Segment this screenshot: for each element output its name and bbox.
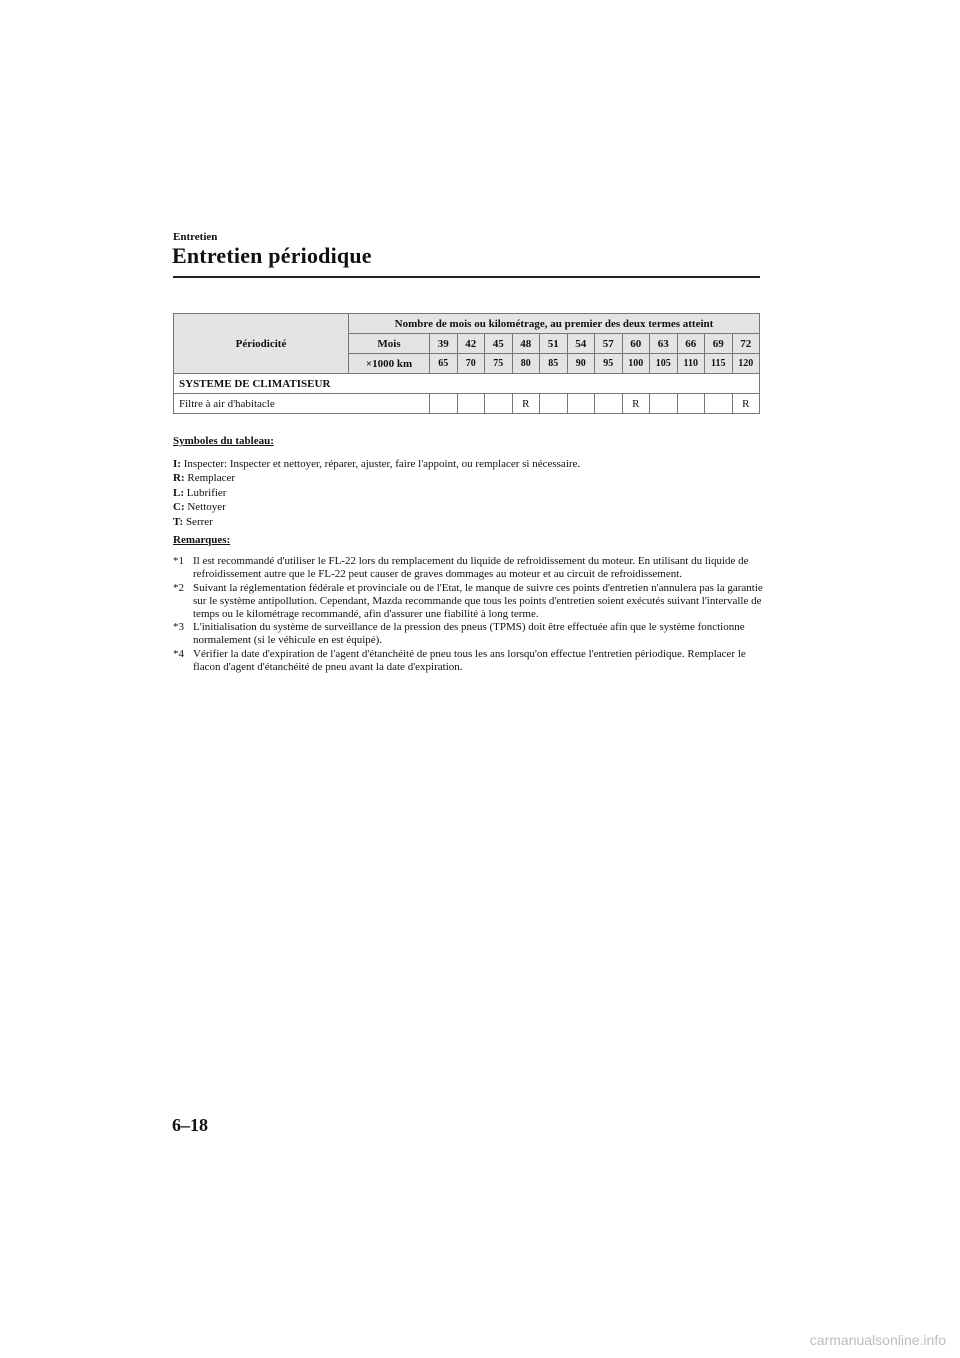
legend-heading: Symboles du tableau: — [173, 435, 274, 447]
watermark: carmanualsonline.info — [809, 1332, 946, 1348]
legend-item — [173, 471, 580, 486]
km-cell: 120 — [732, 354, 760, 374]
month-cell: 39 — [430, 334, 458, 354]
table-row — [174, 394, 760, 414]
mark-cell — [595, 394, 623, 414]
remark-item — [173, 582, 763, 622]
km-label: ×1000 km — [349, 354, 430, 374]
remark-number: *1 — [173, 555, 184, 568]
km-cell: 75 — [485, 354, 513, 374]
page-title: Entretien périodique — [172, 243, 372, 268]
mark-cell — [650, 394, 678, 414]
remark-text: L'initialisation du système de surveillance de la pression des pneus (TPMS) doit être effectuée afin que le système fonctionne normalement (si le véhicule en est équipé). — [193, 621, 745, 647]
legend-text: Remplacer — [187, 472, 236, 484]
legend-item — [173, 500, 580, 515]
month-cell: 45 — [485, 334, 513, 354]
legend-key: C: — [173, 501, 185, 513]
months-label: Mois — [349, 334, 430, 354]
section-label: Entretien — [173, 231, 218, 243]
remarks-heading: Remarques: — [173, 534, 231, 546]
mark-cell — [540, 394, 568, 414]
mark-cell: R — [512, 394, 540, 414]
remark-text: Suivant la réglementation fédérale et provinciale ou de l'Etat, le manque de suivre ces points d'entretien n'annulera pas la garantie sur le système antipollution. Cependant, Mazda recommande que tous les points d'entretien soient exécutés suivant l'intervalle de temps ou le kilométrage recommandé, afin d'assurer une fiabilité à long terme. — [193, 581, 763, 621]
legend-item — [173, 486, 580, 501]
mark-cell: R — [622, 394, 650, 414]
km-cell: 100 — [622, 354, 650, 374]
remark-text: Vérifier la date d'expiration de l'agent d'étanchéité de pneu tous les ans lorsqu'on effectue l'entretien périodique. Remplacer le flacon d'agent d'étanchéité de pneu avant la date d'expiration. — [193, 647, 746, 673]
legend-key: T: — [173, 515, 184, 528]
km-cell: 110 — [677, 354, 705, 374]
system-section-row: SYSTEME DE CLIMATISEUR — [174, 374, 760, 394]
mark-cell: R — [732, 394, 760, 414]
legend-key: I: — [173, 457, 181, 470]
remark-number: *2 — [173, 581, 184, 594]
km-cell: 65 — [430, 354, 458, 374]
mark-cell — [705, 394, 733, 414]
km-cell: 105 — [650, 354, 678, 374]
km-cell: 70 — [457, 354, 485, 374]
km-cell: 95 — [595, 354, 623, 374]
month-cell: 57 — [595, 334, 623, 354]
km-cell: 85 — [540, 354, 568, 374]
remark-item — [173, 555, 763, 581]
km-cell: 90 — [567, 354, 595, 374]
remark-number: *4 — [173, 647, 184, 660]
table-symbols-legend — [173, 434, 580, 529]
month-cell: 42 — [457, 334, 485, 354]
mark-cell — [457, 394, 485, 414]
mark-cell — [430, 394, 458, 414]
legend-item — [173, 515, 580, 530]
km-cell: 115 — [705, 354, 733, 374]
legend-text: Serrer — [185, 515, 213, 528]
km-cell: 80 — [512, 354, 540, 374]
legend-text: Nettoyer — [187, 501, 226, 513]
remark-item — [173, 648, 763, 674]
legend-key: L: — [173, 486, 184, 499]
month-cell: 66 — [677, 334, 705, 354]
legend-item — [173, 457, 580, 472]
page-number: 6–18 — [172, 1115, 208, 1135]
mark-cell — [677, 394, 705, 414]
item-label: Filtre à air d'habitacle — [174, 394, 430, 414]
month-cell: 63 — [650, 334, 678, 354]
interval-span-header: Nombre de mois ou kilométrage, au premier des deux termes atteint — [349, 314, 760, 334]
remark-item — [173, 621, 763, 647]
month-cell: 51 — [540, 334, 568, 354]
mark-cell — [485, 394, 513, 414]
remarks-section — [173, 534, 763, 674]
remark-number: *3 — [173, 621, 184, 634]
periodicity-header: Périodicité — [174, 314, 349, 374]
legend-key: R: — [173, 472, 185, 484]
month-cell: 69 — [705, 334, 733, 354]
month-cell: 48 — [512, 334, 540, 354]
remark-text: Il est recommandé d'utiliser le FL-22 lors du remplacement du liquide de refroidissement du moteur. En utilisant du liquide de refroidissement autre que le FL-22 peut causer de graves dommages au moteur et au circuit de refroidissement. — [193, 555, 749, 581]
month-cell: 60 — [622, 334, 650, 354]
month-cell: 72 — [732, 334, 760, 354]
mark-cell — [567, 394, 595, 414]
title-divider — [173, 276, 760, 278]
legend-text: Lubrifier — [186, 486, 227, 499]
month-cell: 54 — [567, 334, 595, 354]
maintenance-schedule-table — [173, 313, 760, 414]
legend-text: Inspecter: Inspecter et nettoyer, réparer, ajuster, faire l'appoint, ou remplacer si nécessaire. — [183, 457, 581, 470]
